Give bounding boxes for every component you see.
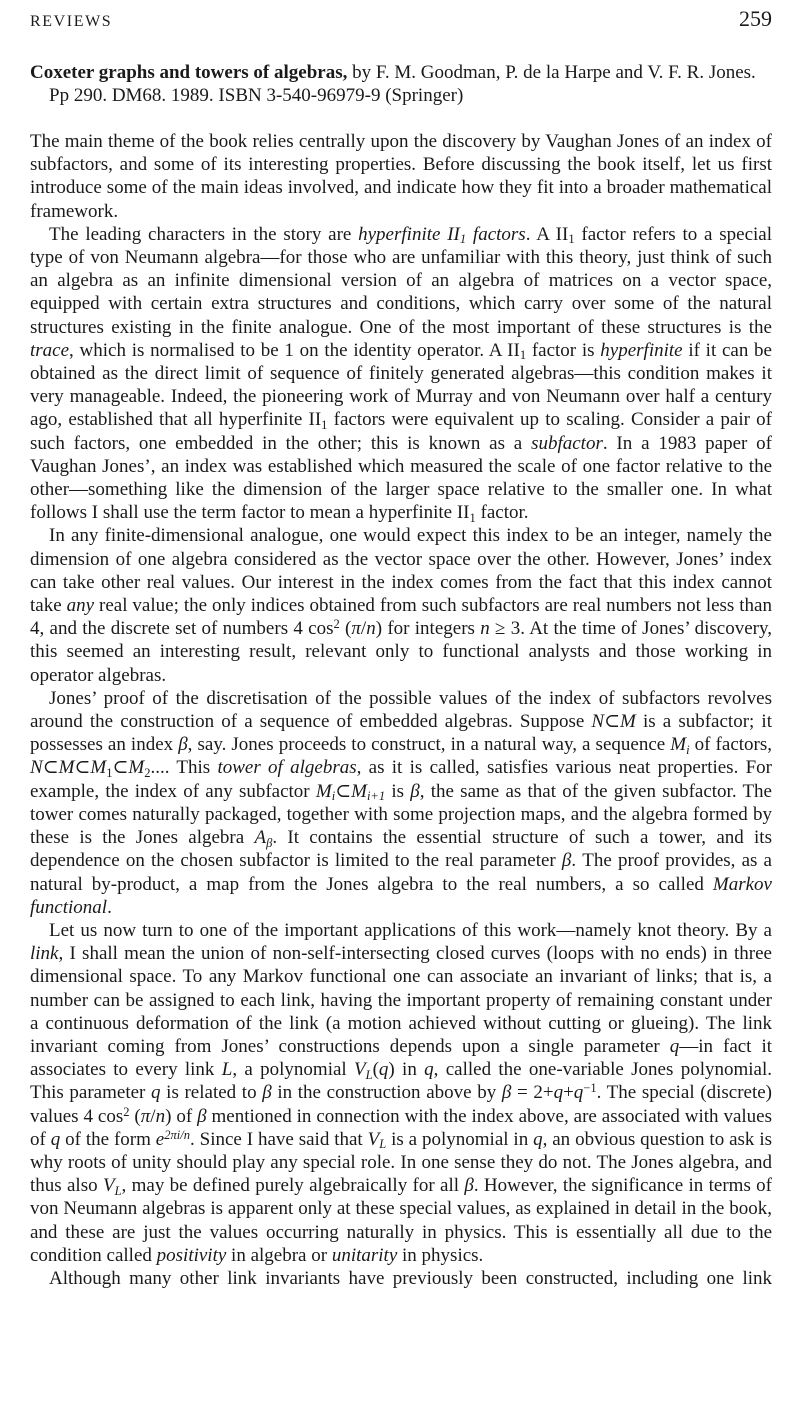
text-run: π	[140, 1105, 151, 1127]
text-run: +	[563, 1082, 574, 1104]
text-run: , called the one-variable Jones polynomial. This parameter	[30, 1059, 772, 1104]
text-run: , I shall mean the union of non-self-intersecting closed curves (loops with no ends) in three dimensional space. To any Markov functional one can associate an invariant of links; that is, a number can be assigned to each link, having the important property of remaining constant under a continuous deformation of the link (a motion achieved without cutting or glueing). The link invariant coming from Jones’ constructions depends upon a single parameter	[30, 943, 772, 1057]
text-run: factors	[466, 223, 526, 245]
text-run: 1	[321, 417, 328, 432]
text-run: β	[197, 1105, 207, 1127]
text-run: .	[107, 896, 112, 918]
text-run: in physics.	[397, 1244, 484, 1266]
text-run: , an obvious question to ask is why roots of unity should play any special role. In one sense they do not. The Jones algebra, and thus also	[30, 1128, 772, 1197]
paragraph	[30, 223, 772, 525]
text-run: /	[360, 618, 367, 640]
review-body	[30, 130, 772, 1290]
text-run: Although many other link invariants have previously been constructed, including one link	[49, 1267, 772, 1289]
text-run: β	[501, 1082, 512, 1104]
text-run: V	[367, 1128, 380, 1150]
paragraph	[30, 687, 772, 919]
text-run: β	[561, 850, 572, 872]
text-run: is a subfactor; it possesses an index	[30, 711, 772, 756]
text-run: is	[385, 780, 411, 802]
text-run: mentioned in connection with the index above, are associated with values of	[30, 1105, 773, 1150]
text-run: link	[30, 943, 59, 965]
text-run: , say. Jones proceeds to construct, in a natural way, a sequence	[187, 734, 671, 756]
text-run: /	[150, 1105, 156, 1127]
text-run: q	[669, 1035, 680, 1057]
text-run: ⊂	[112, 757, 129, 779]
text-run: M	[351, 780, 367, 802]
book-byline: by F. M. Goodman, P. de la Harpe and V. F. R. Jones.	[347, 62, 756, 83]
text-run: q	[553, 1082, 564, 1104]
text-run: e	[155, 1128, 165, 1150]
text-run: M	[620, 711, 636, 733]
text-run: any	[66, 595, 95, 617]
text-run: . However, the significance in terms of von Neumann algebras is apparent only at these special values, as explained in detail in the book, and these are just the values occurring naturally in physics. This is essentially all due to the condition called	[30, 1175, 773, 1266]
text-run: M	[670, 734, 687, 756]
text-run: N	[591, 711, 605, 733]
text-run: hyperfinite	[600, 339, 683, 361]
text-run: ⊂	[42, 757, 59, 779]
paragraph	[30, 1267, 772, 1290]
book-details: Pp 290. DM68. 1989. ISBN 3-540-96979-9 (Springer)	[49, 85, 464, 106]
text-run: L	[114, 1183, 122, 1198]
text-run: q	[50, 1128, 61, 1150]
text-run: is a polynomial in	[386, 1128, 534, 1150]
text-run: L	[365, 1067, 373, 1082]
text-run: 1	[469, 510, 476, 525]
text-run: subfactor	[531, 432, 603, 454]
text-run: factor.	[475, 502, 529, 524]
text-run: tower of algebras	[217, 757, 357, 779]
paragraph	[30, 919, 772, 1267]
text-run: n	[480, 618, 490, 640]
text-run: = 2+	[511, 1082, 554, 1104]
text-run: The main theme of the book relies centrally upon the discovery by Vaughan Jones of an index of subfactors, and some of its interesting properties. Before discussing the book itself, let us first introduce some of the main ideas involved, and indicate how they fit into a broader mathematical framework.	[30, 131, 772, 222]
text-run: ) in	[388, 1059, 425, 1081]
text-run: factor is	[526, 339, 601, 361]
text-run: 2	[123, 1104, 130, 1119]
text-run: 1	[459, 232, 467, 247]
text-run: hyperfinite II	[358, 223, 460, 245]
text-run: unitarity	[331, 1244, 398, 1266]
text-run: (	[372, 1059, 379, 1081]
text-run: 1	[519, 348, 527, 363]
text-run: The leading characters in the story are	[49, 223, 359, 245]
text-run: i	[331, 789, 336, 804]
text-run: Markov functional	[30, 873, 772, 918]
text-run: V	[354, 1059, 366, 1081]
text-run: M	[128, 757, 145, 779]
text-run: V	[102, 1175, 115, 1197]
paragraph	[30, 130, 772, 223]
text-run: M	[315, 780, 332, 802]
running-header	[30, 6, 772, 32]
text-run: . A II	[525, 223, 569, 245]
text-run: q	[424, 1059, 434, 1081]
text-run: n	[366, 618, 376, 640]
text-run: ⊂	[604, 711, 621, 733]
text-run: factors were equivalent up to scaling. Consider a pair of such factors, one embedded in the other; this is known as a	[30, 409, 773, 454]
book-title: Coxeter graphs and towers of algebras,	[30, 62, 348, 83]
text-run: N	[30, 757, 43, 779]
text-run: L	[379, 1137, 387, 1152]
text-run: β	[464, 1175, 474, 1197]
text-run: if it can be obtained as the direct limit of sequence of finitely generated algebras—this condition makes it very manageable. Indeed, the pioneering work of Murray and von Neumann over half a century ago, established that all hyperfinite II	[30, 339, 772, 431]
paragraph	[30, 524, 772, 686]
text-run: ⊂	[74, 757, 91, 779]
text-run: A	[254, 827, 267, 849]
text-run: , the same as that of the given subfactor. The tower comes naturally packaged, together with some projection maps, and the algebra formed by these is the Jones algebra	[30, 780, 772, 849]
text-run: q	[151, 1082, 161, 1104]
text-run: −1	[583, 1081, 597, 1096]
text-run: . The proof provides, as a natural by-product, a map from the Jones algebra to the real numbers, a so called	[30, 850, 772, 895]
text-run: 1	[568, 232, 575, 247]
text-run: ) of	[165, 1105, 198, 1127]
text-run: of factors,	[689, 734, 772, 756]
text-run: trace	[30, 339, 70, 361]
text-run: M	[58, 757, 75, 779]
text-run: β	[178, 734, 188, 756]
text-run: β	[266, 835, 273, 850]
text-run: , which is normalised to be 1 on the identity operator. A II	[69, 339, 520, 361]
text-run: , a polynomial	[232, 1059, 354, 1081]
text-run: Jones’ proof of the discretisation of the possible values of the index of subfactors revolves around the construction of a sequence of embedded algebras. Suppose	[30, 687, 772, 733]
text-run: .... This	[150, 757, 218, 779]
book-citation	[30, 61, 772, 107]
text-run: , may be defined purely algebraically for all	[121, 1175, 465, 1197]
text-run: positivity	[156, 1244, 227, 1266]
text-run: β	[410, 780, 420, 802]
text-run: . The special (discrete) values 4 cos	[30, 1082, 772, 1127]
text-run: In any finite-dimensional analogue, one would expect this index to be an integer, namely the dimension of one algebra considered as the vector space over the other. However, Jones’ index can take other real values. Our interest in the index comes from the fact that this index cannot take	[30, 525, 772, 617]
text-run: real value; the only indices obtained from such subfactors are real numbers not less than 4, and the discrete set of numbers 4 cos	[30, 595, 772, 640]
text-run: in the construction above by	[271, 1082, 502, 1104]
text-run: β	[262, 1082, 272, 1104]
text-run: in algebra or	[226, 1244, 332, 1266]
text-run: 2πi/n	[164, 1127, 190, 1142]
page-number: 259	[739, 6, 772, 31]
text-run: 2	[333, 617, 340, 632]
text-run: (	[129, 1105, 141, 1127]
text-run: L	[221, 1059, 233, 1081]
text-run: q	[533, 1128, 543, 1150]
text-run: . Since I have said that	[190, 1128, 368, 1150]
text-run: q	[573, 1082, 584, 1104]
text-run: Let us now turn to one of the important applications of this work—namely knot theory. By a	[49, 919, 772, 941]
text-run: 2	[144, 765, 151, 780]
text-run: 1	[106, 765, 113, 780]
text-run: factor refers to a special type of von Neumann algebra—for those who are unfamiliar with this theory, just think of such an algebra as an infinite dimensional version of an algebra of matrices on a vector space, equipped with certain extra structures and conditions, which carry over some of the natural structures existing in the finite analogue. One of the most important of these structures is the	[30, 223, 772, 338]
text-run: . It contains the essential structure of such a tower, and its dependence on the chosen subfactor is limited to the real parameter	[30, 827, 772, 872]
text-run: ) for integers	[375, 618, 481, 640]
text-run: is related to	[160, 1082, 263, 1104]
text-run: q	[378, 1059, 389, 1081]
section-label: REVIEWS	[30, 13, 113, 30]
text-run: —in fact it associates to every link	[30, 1035, 773, 1081]
text-run: . In a 1983 paper of Vaughan Jones’, an index was established which measured the scale of one factor relative to the other—something like the dimension of the larger space relative to the smaller one. In what follows I shall use the term factor to mean a hyperfinite II	[30, 432, 773, 524]
text-run: π	[351, 618, 361, 640]
text-run: ⊂	[335, 780, 352, 802]
text-run: M	[90, 757, 107, 779]
text-run: ≥ 3. At the time of Jones’ discovery, this seemed an interesting result, relevant only to functional analysts and those working in operator algebras.	[30, 618, 772, 686]
book-citation-line1	[30, 61, 772, 84]
text-run: of the form	[60, 1128, 156, 1150]
text-run: , as it is called, satisfies various neat properties. For example, the index of any subfactor	[30, 757, 773, 802]
text-run: i	[686, 742, 690, 757]
text-run: n	[155, 1105, 166, 1127]
text-run: i+1	[366, 789, 386, 804]
text-run: (	[339, 618, 352, 640]
